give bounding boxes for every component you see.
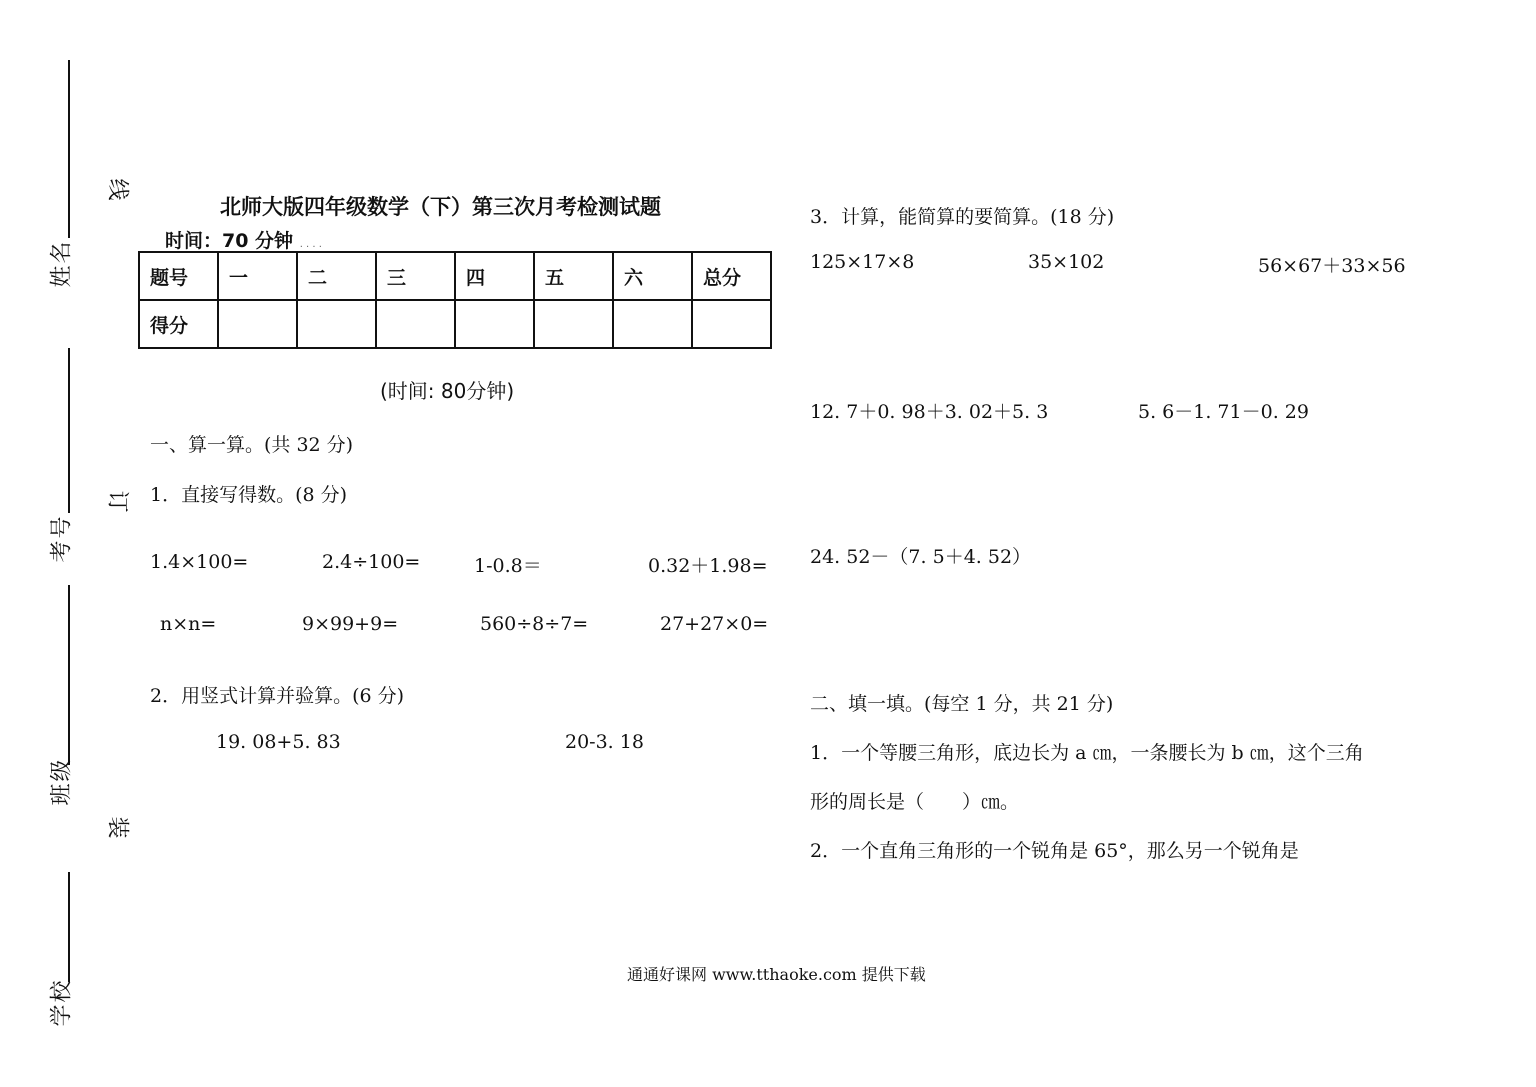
side-word-order: 订 bbox=[104, 490, 130, 513]
school-label: 学校 bbox=[49, 978, 75, 1027]
margin-line-4 bbox=[68, 872, 70, 982]
time-line bbox=[165, 226, 322, 253]
q3-item: 125×17×8 bbox=[810, 251, 915, 273]
q3-item: 24. 52－（7. 5＋4. 52） bbox=[810, 546, 1032, 568]
time-line-text: 时间：70 分钟 bbox=[165, 230, 294, 252]
q3-title: 3．计算，能简算的要简算。(18 分) bbox=[810, 206, 1115, 228]
score-cell-q5: 五 bbox=[534, 252, 613, 300]
score-table-score-row bbox=[139, 300, 771, 348]
q1-item: 9×99+9= bbox=[302, 613, 399, 635]
score-table bbox=[138, 251, 772, 349]
score-cell-q3: 三 bbox=[376, 252, 455, 300]
q2-title: 2．用竖式计算并验算。(6 分) bbox=[150, 685, 405, 707]
q2-item: 20-3. 18 bbox=[565, 731, 644, 753]
q1-item: n×n= bbox=[160, 613, 217, 635]
score-input-q1[interactable] bbox=[218, 300, 297, 348]
q3-item: 35×102 bbox=[1028, 251, 1105, 273]
margin-line-3 bbox=[68, 585, 70, 765]
q2-item: 19. 08+5. 83 bbox=[216, 731, 341, 753]
section1-title: 一、算一算。(共 32 分) bbox=[150, 434, 354, 456]
score-cell-label-score: 得分 bbox=[139, 300, 218, 348]
score-cell-q6: 六 bbox=[613, 252, 692, 300]
score-cell-label-qno: 题号 bbox=[139, 252, 218, 300]
score-input-q4[interactable] bbox=[455, 300, 534, 348]
score-input-q3[interactable] bbox=[376, 300, 455, 348]
score-table-header-row bbox=[139, 252, 771, 300]
side-word-line: 线 bbox=[104, 178, 130, 201]
q1-item: 560÷8÷7= bbox=[480, 613, 589, 635]
q1-item: 27+27×0= bbox=[660, 613, 769, 635]
class-label: 班级 bbox=[49, 757, 75, 806]
score-input-q6[interactable] bbox=[613, 300, 692, 348]
margin-line-2 bbox=[68, 348, 70, 513]
q1-item: 1-0.8＝ bbox=[474, 555, 542, 577]
exam-title: 北师大版四年级数学（下）第三次月考检测试题 bbox=[220, 195, 661, 219]
score-cell-q2: 二 bbox=[297, 252, 376, 300]
score-cell-total: 总分 bbox=[692, 252, 771, 300]
q3-item: 5. 6－1. 71－0. 29 bbox=[1138, 401, 1309, 423]
q1-item: 2.4÷100= bbox=[322, 551, 421, 573]
q1-item: 1.4×100= bbox=[150, 551, 249, 573]
exam-no-label: 考号 bbox=[49, 514, 75, 563]
score-cell-q1: 一 bbox=[218, 252, 297, 300]
time-subtitle: (时间: 80分钟) bbox=[380, 379, 515, 403]
section2-title: 二、填一填。(每空 1 分，共 21 分) bbox=[810, 693, 1114, 715]
s2-q1-line1: 1．一个等腰三角形，底边长为 a ㎝，一条腰长为 b ㎝，这个三角 bbox=[810, 742, 1364, 764]
score-input-total[interactable] bbox=[692, 300, 771, 348]
score-input-q5[interactable] bbox=[534, 300, 613, 348]
s2-q1-line2: 形的周长是（ ）㎝。 bbox=[810, 791, 1020, 813]
s2-q2-line1: 2．一个直角三角形的一个锐角是 65°，那么另一个锐角是 bbox=[810, 840, 1299, 862]
q3-item: 12. 7＋0. 98＋3. 02＋5. 3 bbox=[810, 401, 1049, 423]
score-cell-q4: 四 bbox=[455, 252, 534, 300]
q3-item: 56×67＋33×56 bbox=[1258, 255, 1406, 277]
footer-credit: 通通好课网 www.tthaoke.com 提供下载 bbox=[627, 965, 926, 984]
side-word-bind: 装 bbox=[104, 816, 130, 839]
q1-title: 1．直接写得数。(8 分) bbox=[150, 484, 348, 506]
name-label: 姓名 bbox=[49, 239, 75, 288]
score-input-q2[interactable] bbox=[297, 300, 376, 348]
q1-item: 0.32＋1.98= bbox=[648, 555, 768, 577]
time-line-dots: . . . . bbox=[299, 239, 322, 250]
margin-line-top bbox=[68, 60, 70, 238]
